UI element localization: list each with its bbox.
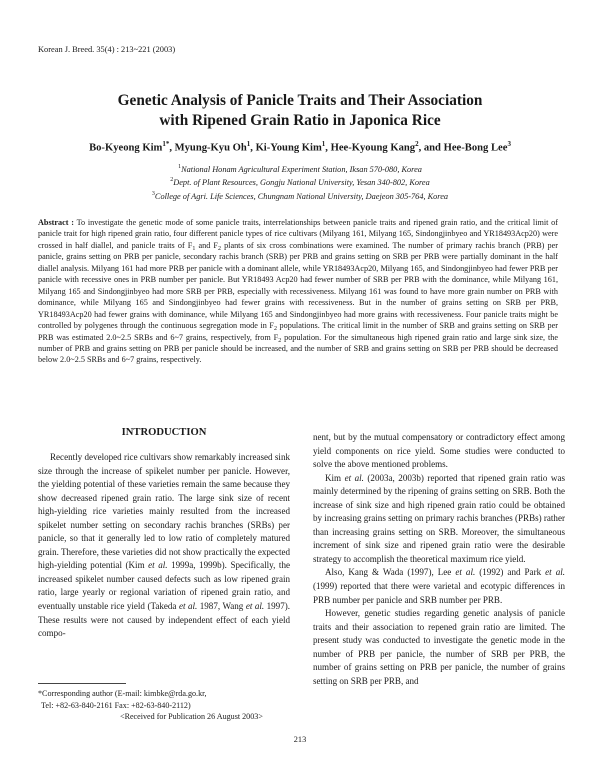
abstract-body: To investigate the genetic mode of some panicle traits, interrelationships between panicle traits and ripened grain ratio, and the critical limit of panicle trait for high ripened grain ratio, four different panicle types of rice cultivars (Milyang 161, Milyang 165, Sindongjinbyeo and YR18493Acp20) were crossed in half diallel, and panicle traits of $F_1$ and $F_2$ plants of six cross combinations were examined. The number of primary rachis branch (PRB) per panicle, grains setting on PRB per panicle, secondary rachis branch (SRB) per PRB and grains setting on SRB per PRB were partially dominant in the half diallel analysis. Milyang 161 had more PRB per panicle with a dominant allele, while YR18493Acp20, Milyang 165, and Sindongjinbyeo had fewer PRB per panicle with recessive ones in PRB number per panicle. But YR18493 Acp20 had fewer number of SRB per PRB with the dominance, while Milyang 161, Milyang 165 and Sindongjinbyeo had more SRB per PRB, especially with recessiveness. Milyang 161 was found to have more grain number on PRB with dominance, while Milyang 165 and Sindongjinbyeo had fewer grains with recessiveness. But in the number of grains setting on SRB per PRB, YR18493Acp20 had fewer grains with dominance, while Milyang 165 and Sindongjinbyeo had more grains with recessiveness. Four panicle traits might be controlled by polygenes through the continuous segregation mode in $F_2$ populations. The critical limit in the number of SRB and grains setting on SRB per PRB was estimated 2.0~2.5 SRBs and 6~7 grains, respectively, from $F_2$ population. For the simultaneous high ripened grain ratio and large sink size, the number of PRB and grains setting on PRB per panicle should be increased, and the number of SRB and grains setting on SRB per PRB should be decreased below 2.0~2.5 SRBs and 6~7 grains, respectively. xyxy=(38,218,558,365)
footnote-received: <Received for Publication 26 August 2003> xyxy=(120,712,263,721)
affiliation xyxy=(0,175,600,188)
author-name: Hee-Bong Lee xyxy=(443,142,508,154)
paragraph: nent, but by the mutual compensatory or contradictory effect among yield components on rice yield. Some studies were conducted to solve the above mentioned problems. xyxy=(313,432,565,470)
author-name: Bo-Kyeong Kim xyxy=(89,142,163,154)
author-mark: 1* xyxy=(162,140,170,148)
title-line-2: with Ripened Grain Ratio in Japonica Rice xyxy=(159,112,441,129)
affiliation-mark: 3 xyxy=(151,190,155,197)
affiliation-text: National Honam Agricultural Experiment Station, Iksan 570-080, Korea xyxy=(181,164,422,174)
paragraph: Recently developed rice cultivars show remarkably increased sink size through the increase of spikelet number per panicle. However, the yielding potential of these varieties remain the same because they show decreased ripened grain ratio. The large sink size of recent high-yielding rice varieties mainly resulted from the increased spikelet number setting on secondary rachis branches (SRBs) per panicle, so that it generally led to low ratio of completely matured grain. Therefore, these varieties did not show practically the expected high-yielding potential (Kim et al. 1999a, 1999b). Specifically, the increased spikelet number caused defects such as low ripened grain ratio, large yearly or regional variation of ripened grain ratio, and eventually unstable rice yield (Takeda et al. 1987, Wang et al. 1997). These results were not caused by independent effect of each yield compo- xyxy=(38,452,290,639)
footnote-rule xyxy=(38,683,126,684)
footnote-corresponding: *Corresponding author (E-mail: kimbke@rda.go.kr, xyxy=(38,689,207,698)
affiliation-text: Dept. of Plant Resources, Gongju National University, Yesan 340-802, Korea xyxy=(173,178,430,188)
affiliation xyxy=(0,189,600,202)
footnote xyxy=(38,688,298,723)
title-line-1: Genetic Analysis of Panicle Traits and Their Association xyxy=(117,92,483,109)
author-name: Hee-Kyoung Kang xyxy=(330,142,416,154)
affiliation-mark: 1 xyxy=(178,164,182,170)
author-name: Myung-Kyu Oh xyxy=(174,142,247,154)
author-list: Bo-Kyeong Kim$^{1*}$, Myung-Kyu Oh$^1$, Ki-Young Kim$^1$, Hee-Kyoung Kang$^2$, and Hee-Bong Lee$^3$ xyxy=(89,140,511,154)
affiliation-text: College of Agri. Life Sciences, Chungnam National University, Daejeon 305-764, Korea xyxy=(154,191,449,201)
author-name: Ki-Young Kim xyxy=(255,142,322,154)
abstract xyxy=(38,217,558,366)
author-mark: 1 xyxy=(246,140,251,148)
author-mark: 2 xyxy=(415,140,419,148)
affiliation-mark: 2 xyxy=(170,177,174,184)
journal-citation: Korean J. Breed. 35(4) : 213~221 (2003) xyxy=(38,45,176,54)
paragraph: Kim et al. (2003a, 2003b) reported that ripened grain ratio was mainly determined by the ripening of grains setting on SRB. Both the increase of sink size and high ripened grain ratio could be obtained by increasing grains setting on primary rachis branches (PRBs) rather than increasing grains setting on SRB. Moreover, the simultaneous increment of sink size and ripened grain ratio were the desirable strategy to accomplish the theoretical maximum rice yield. xyxy=(313,472,565,564)
author-mark: 1 xyxy=(321,140,326,148)
paragraph: Also, Kang & Wada (1997), Lee et al. (1992) and Park et al. (1999) reported that there were varietal and ecotypic differences in PRB number per panicle and SRB number per PRB. xyxy=(313,567,566,605)
section-heading-introduction: INTRODUCTION xyxy=(121,427,207,438)
affiliation xyxy=(0,162,600,175)
abstract-label: Abstract : xyxy=(38,218,74,227)
introduction-left-column xyxy=(38,451,290,641)
introduction-right-column xyxy=(313,431,565,688)
paper-title xyxy=(0,91,600,131)
author-mark: 3 xyxy=(507,140,511,148)
page-number: 213 xyxy=(293,735,307,744)
paragraph: However, genetic studies regarding genetic analysis of panicle traits and their association to repened grain ratio are limited. The present study was conducted to investigate the genetic mode in the number of PRB per panicle, the number of SRB per PRB, the number of grains setting on PRB per panicle, the number of grains setting on SRB per PRB, and xyxy=(313,608,565,686)
footnote-tel: Tel: +82-63-840-2161 Fax: +82-63-840-2112) xyxy=(41,700,191,710)
affiliations xyxy=(0,162,600,202)
